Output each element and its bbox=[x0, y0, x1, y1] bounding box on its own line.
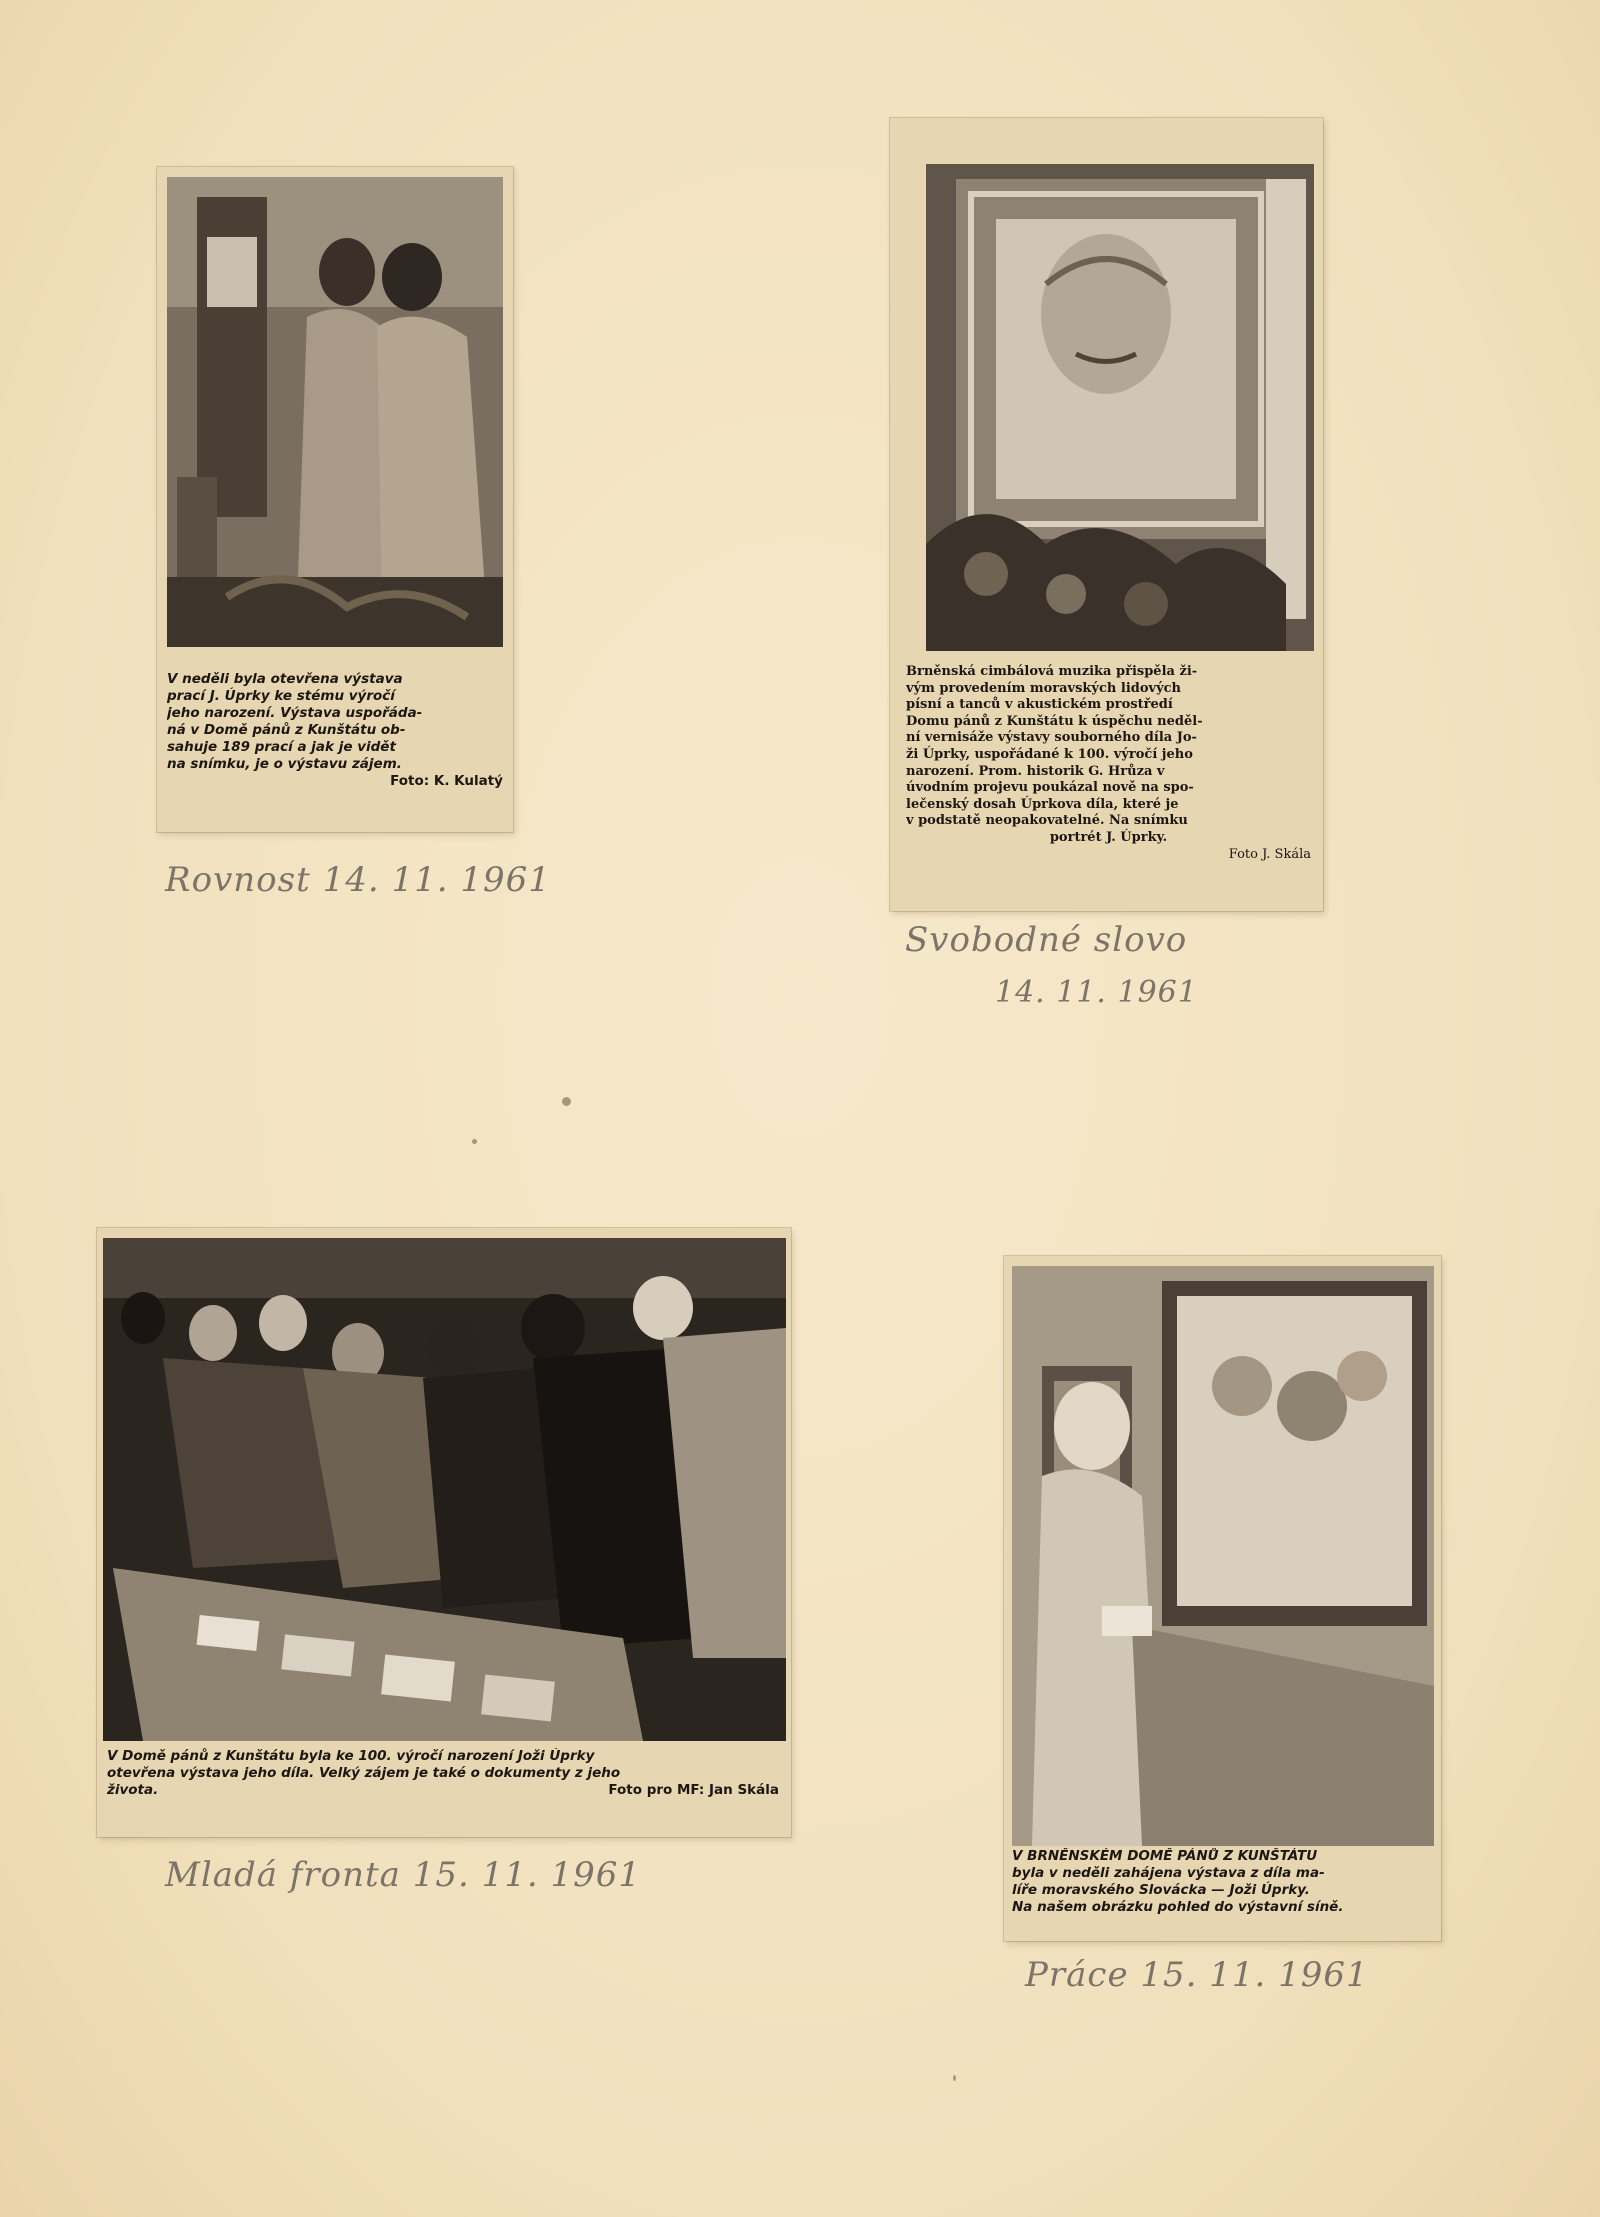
caption-line: narození. Prom. historik G. Hrůza v bbox=[906, 763, 1165, 779]
photo-exhibition-hall bbox=[1012, 1266, 1434, 1846]
caption-line: vým provedením moravských lidových bbox=[906, 680, 1181, 696]
caption-rovnost bbox=[167, 671, 503, 821]
caption-line bbox=[107, 1782, 783, 1799]
caption-line: Na našem obrázku pohled do výstavní síně. bbox=[1012, 1899, 1344, 1915]
clipping-svobodne-slovo bbox=[890, 118, 1323, 911]
caption-line: otevřena výstava jeho díla. Velký zájem je také o dokumenty z jeho bbox=[107, 1765, 621, 1781]
caption-line: písní a tanců v akustickém prostředí bbox=[906, 697, 1173, 713]
photo-credit: Foto pro MF: Jan Skála bbox=[608, 1782, 779, 1798]
caption-line: byla v neděli zahájena výstava z díla ma- bbox=[1012, 1865, 1325, 1881]
handwritten-date-svobodne-slovo: 14. 11. 1961 bbox=[995, 975, 1198, 1010]
paper-speck bbox=[472, 1139, 477, 1144]
caption-line: lečenský dosah Úprkova díla, které je bbox=[906, 796, 1179, 812]
caption-line: Domu pánů z Kunštátu k úspěchu neděl- bbox=[906, 713, 1203, 729]
caption-line: líře moravského Slovácka — Joži Úprky. bbox=[1012, 1882, 1310, 1898]
handwritten-source-prace: Práce 15. 11. 1961 bbox=[1025, 1955, 1369, 1995]
caption-mlada-fronta bbox=[107, 1748, 783, 1833]
caption-line: ní vernisáže výstavy souborného díla Jo- bbox=[906, 730, 1197, 746]
caption-line: V neděli byla otevřena výstava bbox=[167, 671, 403, 687]
photo-portrait-of-upka bbox=[926, 164, 1314, 651]
photo-visitors-at-exhibition bbox=[167, 177, 503, 647]
caption-line: portrét J. Úprky. bbox=[1049, 829, 1168, 845]
paper-speck bbox=[562, 1097, 571, 1106]
handwritten-source-rovnost: Rovnost 14. 11. 1961 bbox=[165, 860, 551, 900]
caption-line: prací J. Úprky ke stému výročí bbox=[167, 688, 395, 704]
caption-svobodne-slovo bbox=[906, 664, 1311, 904]
caption-line: V BRNĚNSKÉM DOMĚ PÁNŮ Z KUNŠTÁTU bbox=[1012, 1848, 1318, 1864]
caption-line: jeho narození. Výstava uspořáda- bbox=[167, 705, 423, 721]
clipping-prace bbox=[1004, 1256, 1441, 1941]
caption-line-end: života. bbox=[107, 1782, 159, 1798]
caption-line: V Domě pánů z Kunštátu byla ke 100. výročí narození Joži Úprky bbox=[107, 1748, 595, 1764]
caption-line: sahuje 189 prací a jak je vidět bbox=[167, 739, 396, 755]
photo-credit: Foto J. Skála bbox=[1228, 846, 1311, 862]
caption-line: Brněnská cimbálová muzika přispěla ži- bbox=[906, 664, 1198, 679]
photo-visitors-at-display-case bbox=[103, 1238, 786, 1741]
caption-line: ná v Domě pánů z Kunštátu ob- bbox=[167, 722, 406, 738]
clipping-rovnost bbox=[157, 167, 513, 832]
clipping-mlada-fronta bbox=[97, 1228, 791, 1837]
paper-speck bbox=[953, 2075, 956, 2081]
handwritten-source-svobodne-slovo: Svobodné slovo bbox=[905, 920, 1188, 960]
photo-credit: Foto: K. Kulatý bbox=[390, 773, 503, 789]
caption-line: na snímku, je o výstavu zájem. bbox=[167, 756, 402, 772]
handwritten-source-mlada-fronta: Mladá fronta 15. 11. 1961 bbox=[165, 1855, 642, 1895]
caption-line: v podstatě neopakovatelné. Na snímku bbox=[906, 813, 1188, 829]
caption-prace bbox=[1012, 1848, 1437, 1938]
caption-line: ži Úprky, uspořádané k 100. výročí jeho bbox=[906, 746, 1193, 762]
caption-line: úvodním projevu poukázal nově na spo- bbox=[906, 780, 1194, 796]
